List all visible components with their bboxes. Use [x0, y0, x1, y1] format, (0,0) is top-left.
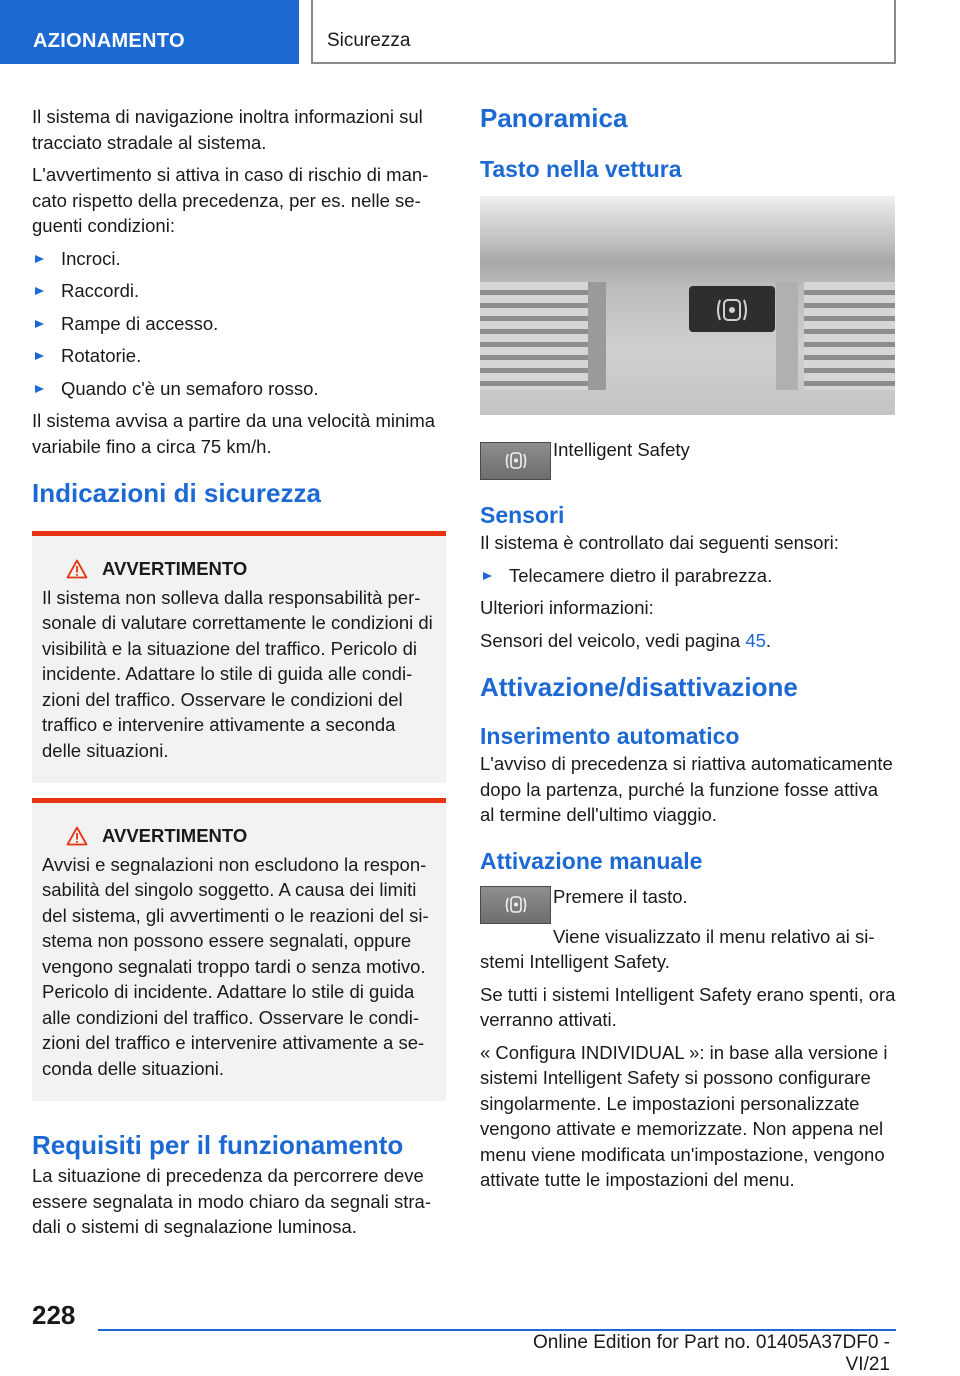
warning-box [32, 531, 446, 783]
sensors-heading: Sensori [480, 502, 565, 528]
manual-heading: Attivazione manuale [480, 847, 703, 874]
sensors-list [480, 563, 896, 589]
warning-header [42, 556, 436, 582]
intro-paragraph: Il sistema di navigazione inoltra informazioni sul tracciato stradale al sistema. [32, 106, 423, 153]
list-item: Telecamere dietro il parabrezza. [480, 563, 896, 589]
button-legend [480, 437, 896, 480]
left-column [32, 104, 446, 1247]
intelligent-safety-icon [480, 886, 551, 924]
list-item: Quando c'è un semaforo rosso. [32, 376, 446, 402]
conditions-list [32, 246, 446, 402]
safety-heading: Indicazioni di sicurezza [32, 478, 321, 508]
air-vent-left [480, 282, 592, 390]
activation-heading: Attivazione/disattivazione [480, 672, 798, 702]
button-label: Intelligent Safety [553, 439, 690, 460]
section-tab: AZIONAMENTO [0, 0, 299, 64]
edition-text: Online Edition for Part no. 01405A37DF0 - VI/21 [533, 1332, 890, 1375]
intelligent-safety-icon [480, 442, 551, 480]
warning-text: Avvisi e segnalazioni non escludono la responsabilità del singolo soggetto. A causa dei limiti del sistema, gli avvertimenti o le reazioni del sistema non possono essere segnalati, oppure vengono segnalati troppo tardi o senza motivo. Pericolo di incidente. Adattare lo stile di guida alle condizioni del traffico. Osservare le condizioni del traffico e intervenire attivamente a seconda delle situazioni. [42, 853, 429, 1079]
list-item: Incroci. [32, 246, 446, 272]
reference-text: Sensori del veicolo, vedi pagina [480, 629, 746, 651]
page-link[interactable]: 45 [745, 629, 766, 651]
warning-text: Il sistema non solleva dalla responsabilità personale di valutare correttamente le condizioni di visibilità e la situazione del traffico. Pericolo di incidente. Adattare lo stile di guida alle condizioni del traffico. Osservare le condizioni del traffico e intervenire attivamente a seconda delle situazioni. [42, 586, 433, 761]
manual-step-1: Premere il tasto. [553, 885, 688, 907]
dashboard-button-photo [480, 196, 895, 415]
warning-title: AVVERTIMENTO [102, 558, 248, 579]
chapter-tab: Sicurezza [311, 0, 896, 64]
intelligent-safety-button [689, 286, 775, 332]
overview-heading: Panoramica [480, 103, 628, 133]
manual-paragraph: « Configura INDIVIDUAL »: in base alla versione i sistemi Intelligent Safety si possono configurare singolarmente. Le impostazioni personalizzate vengono attivate e memorizzate. Non appena nel menu viene modificata un'impostazione, vengono attivate tutte le impostazioni del menu. [480, 1041, 888, 1190]
manual-paragraph: Se tutti i sistemi Intelligent Safety erano spenti, ora verranno attivati. [480, 983, 896, 1030]
warning-header [42, 823, 436, 849]
footer-divider [98, 1329, 896, 1331]
page-number: 228 [32, 1300, 76, 1330]
air-vent-center-right [776, 282, 798, 390]
air-vent-center-left [588, 282, 606, 390]
sensors-reference [480, 628, 896, 654]
list-item: Rampe di accesso. [32, 311, 446, 337]
speed-note: Il sistema avvisa a partire da una velocità minima variabile fino a circa 75 km/h. [32, 410, 436, 457]
more-info: Ulteriori informazioni: [480, 597, 654, 618]
warning-triangle-icon [66, 559, 88, 579]
requirements-heading: Requisiti per il funzionamento [32, 1130, 404, 1160]
button-heading: Tasto nella vettura [480, 156, 682, 182]
list-item: Rotatorie. [32, 343, 446, 369]
reference-suffix: . [765, 629, 772, 651]
warning-box [32, 798, 446, 1101]
manual-step-2: Viene visualizzato il menu relativo ai sistemi Intelligent Safety. [480, 925, 875, 972]
warning-triangle-icon [66, 826, 88, 846]
warning-title: AVVERTIMENTO [102, 825, 248, 846]
requirements-text: La situazione di precedenza da percorrere deve essere segnalata in modo chiaro da segnali stradali o sistemi di segnalazione luminosa. [32, 1165, 432, 1237]
air-vent-right [804, 282, 895, 390]
auto-heading: Inserimento automatico [480, 723, 740, 749]
intro-paragraph: L'avvertimento si attiva in caso di rischio di mancato rispetto della precedenza, per es. nelle seguenti condizioni: [32, 164, 429, 236]
auto-text: L'avviso di precedenza si riattiva automaticamente dopo la partenza, purché la funzione fosse attiva al termine dell'ultimo viaggio. [480, 753, 893, 825]
intelligent-safety-icon [689, 286, 775, 332]
list-item: Raccordi. [32, 278, 446, 304]
manual-step-row [480, 884, 896, 924]
right-column [480, 104, 896, 1200]
sensors-text: Il sistema è controllato dai seguenti sensori: [480, 532, 839, 553]
